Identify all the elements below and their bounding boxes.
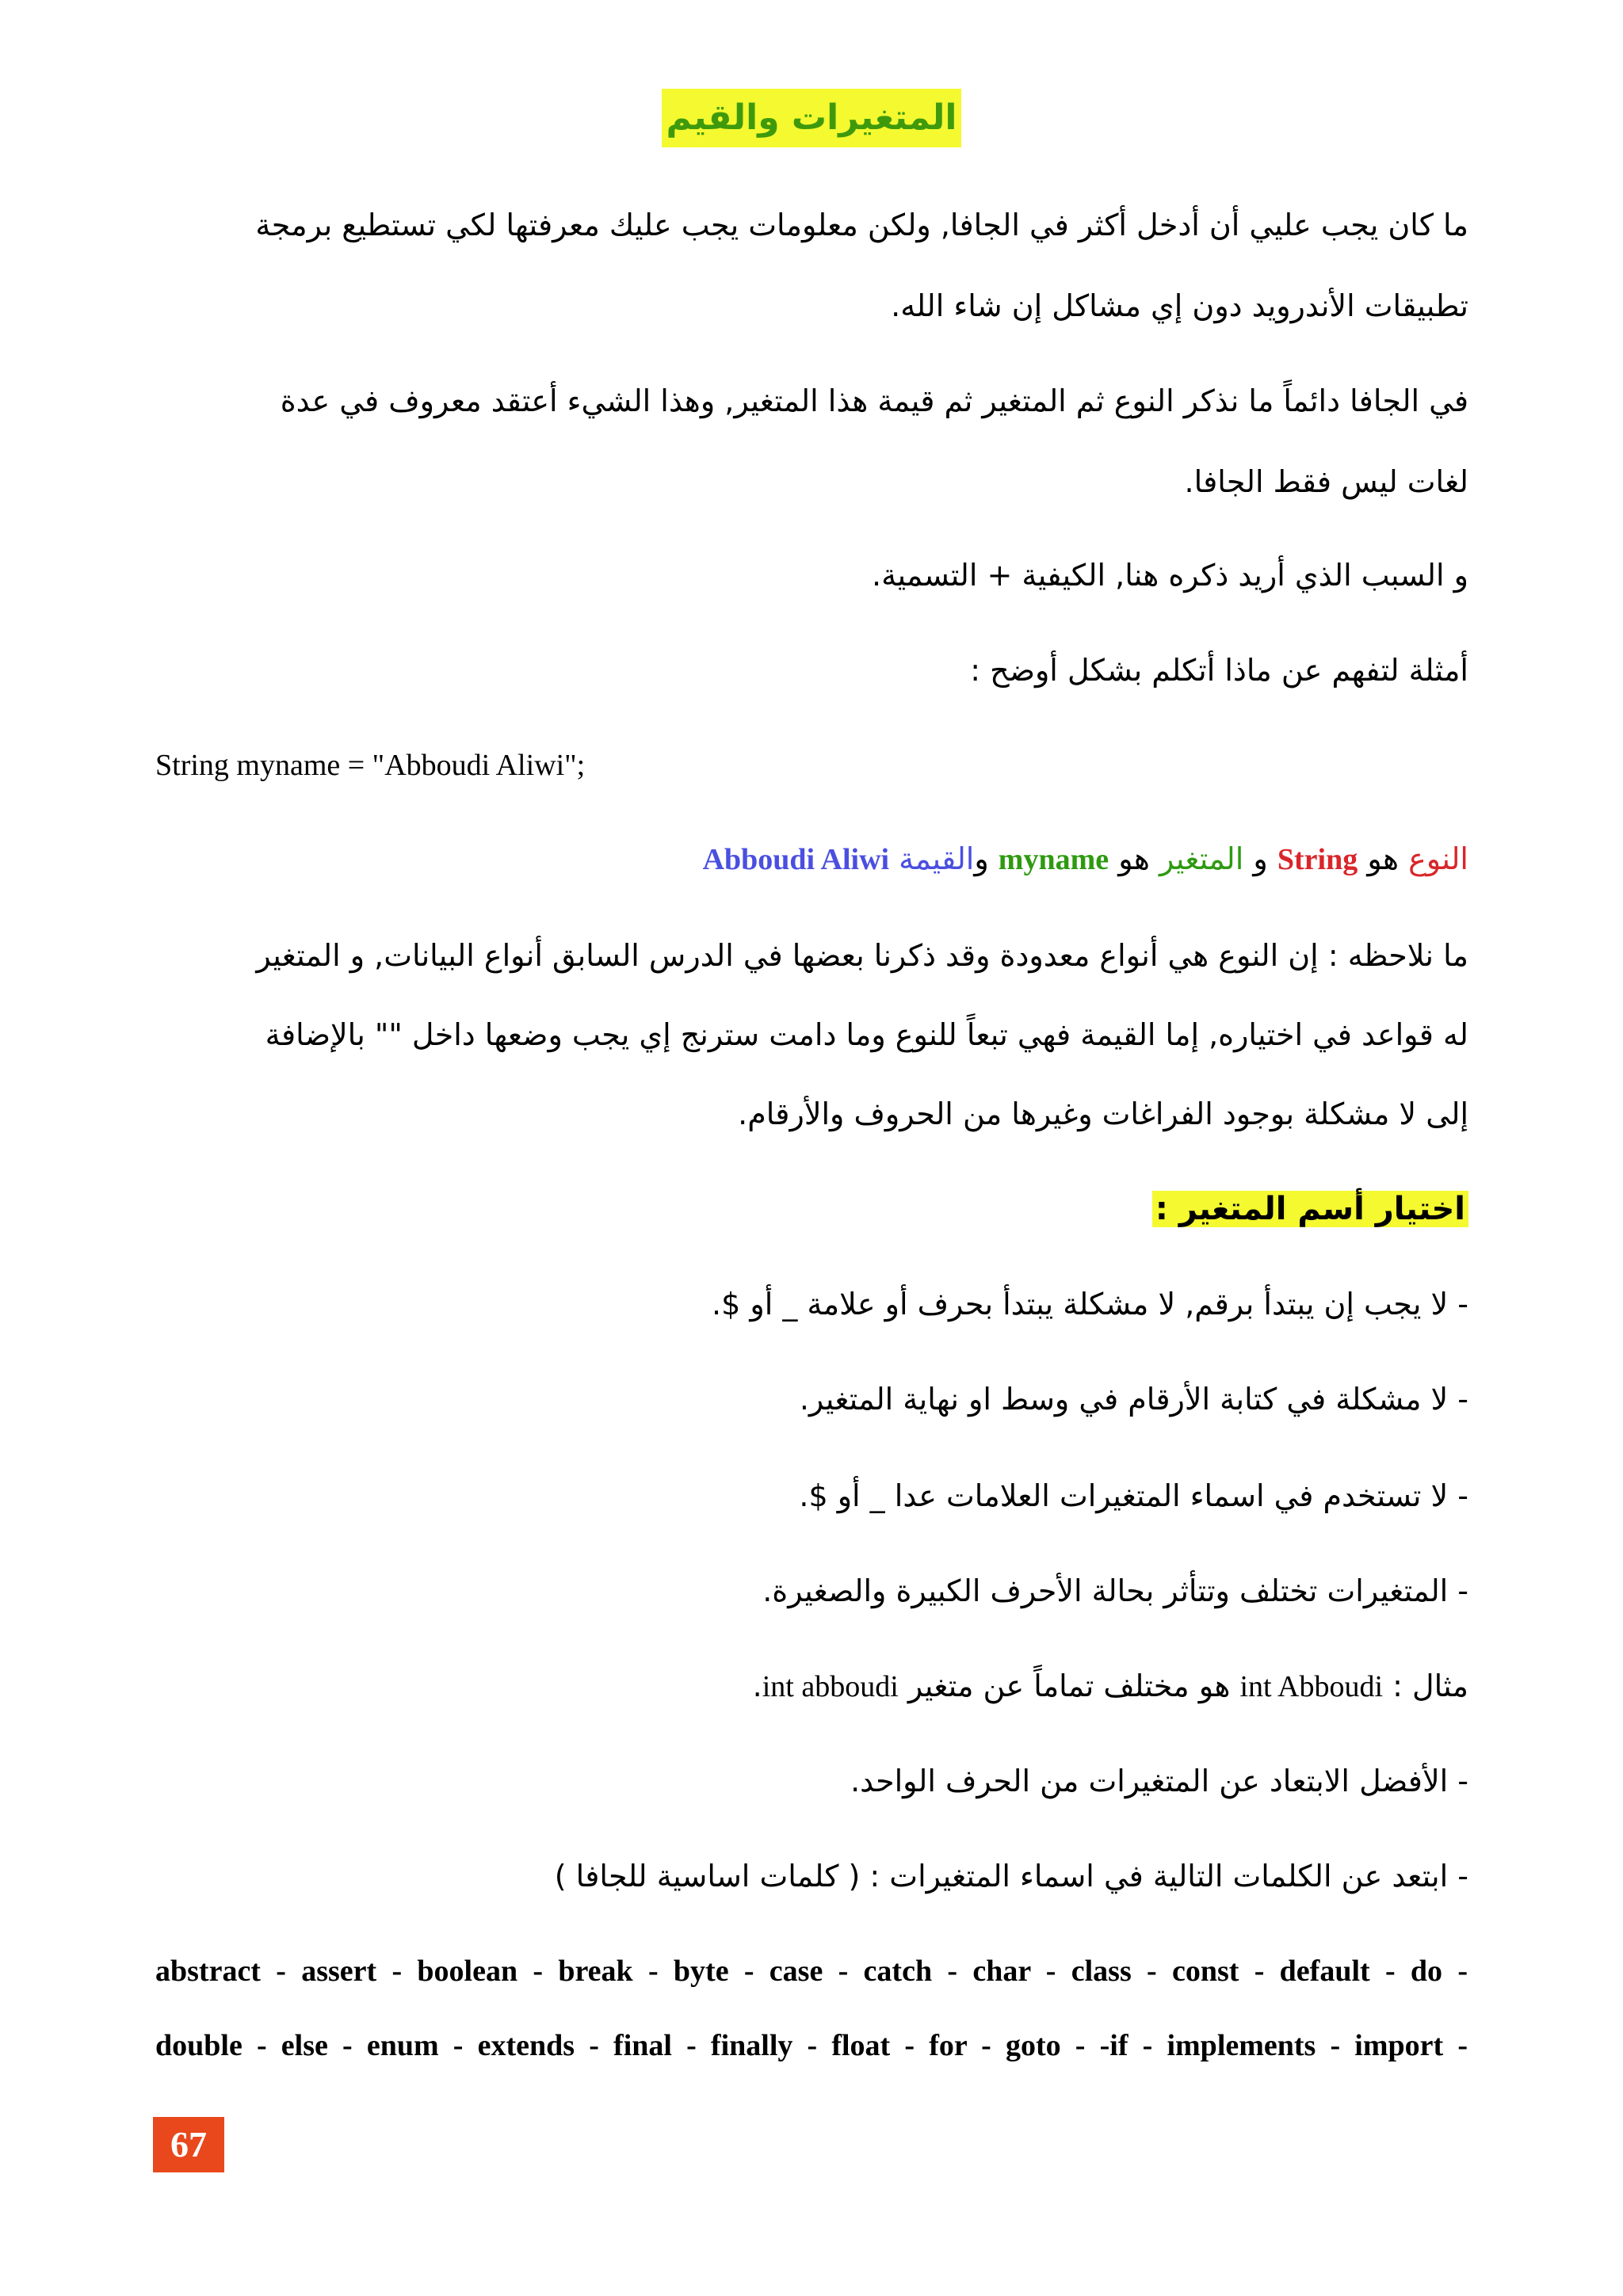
example-label: مثال : [1392, 1669, 1468, 1703]
breakdown-line [153, 838, 1468, 880]
note-line-3: إلى لا مشكلة بوجود الفراغات وغيرها من الحروف والأرقام. [738, 1097, 1468, 1131]
type-value: String [1277, 843, 1358, 876]
example-line [153, 1665, 1468, 1707]
var-value: myname [998, 843, 1109, 876]
section-heading: اختيار أسم المتغير : [1152, 1191, 1468, 1227]
section-heading-line [153, 1188, 1468, 1230]
rule-3: - لا تستخدم في اسماء المتغيرات العلامات عدا _ أو $. [799, 1478, 1468, 1513]
java-note-line-1: في الجافا دائماً ما نذكر النوع ثم المتغير ثم قيمة هذا المتغير, وهذا الشيء أعتقد معروف في عدة [280, 383, 1468, 418]
type-word: النوع [1408, 841, 1468, 876]
intro-line-2: تطبيقات الأندرويد دون إي مشاكل إن شاء الله. [891, 288, 1468, 323]
is-word-1: هو [1367, 841, 1399, 876]
page-number: 67 [153, 2117, 224, 2172]
title-container [0, 89, 1623, 147]
page-title: المتغيرات والقيم [662, 89, 962, 147]
var-word: المتغير [1159, 841, 1244, 876]
example-code-2: int abboudi [762, 1670, 899, 1703]
example-end: . [752, 1669, 762, 1703]
and-word-1: و [1253, 841, 1268, 876]
rule-2: - لا مشكلة في كتابة الأرقام في وسط او نهاية المتغير. [799, 1382, 1468, 1417]
note-line-1: ما نلاحظه : إن النوع هي أنواع معدودة وقد ذكرنا بعضها في الدرس السابق أنواع البيانات, و المتغير [256, 938, 1468, 973]
examples-intro: أمثلة لتفهم عن ماذا أتكلم بشكل أوضح : [970, 653, 1468, 688]
java-note-line-2: لغات ليس فقط الجافا. [1184, 464, 1468, 499]
keywords-line-2: double - else - enum - extends - final - finally - float - for - goto - -if - implements - import - [155, 2029, 1468, 2062]
intro-line-1: ما كان يجب عليي أن أدخل أكثر في الجافا, ولكن معلومات يجب عليك معرفتها لكي تستطيع برمجة [255, 208, 1468, 242]
and-word-2: و [974, 841, 989, 876]
rule-4: - المتغيرات تختلف وتتأثر بحالة الأحرف الكبيرة والصغيرة. [762, 1573, 1468, 1608]
example-middle: هو مختلف تماماً عن متغير [907, 1669, 1231, 1703]
rule-single-letter: - الأفضل الابتعاد عن المتغيرات من الحرف الواحد. [850, 1764, 1468, 1798]
keywords-line-1: abstract - assert - boolean - break - byte - case - catch - char - class - const - default - do - [155, 1955, 1468, 1988]
is-word-2: هو [1118, 841, 1150, 876]
value-value: Abboudi Aliwi [702, 843, 890, 876]
reason-line: و السبب الذي أريد ذكره هنا, الكيفية + التسمية. [872, 558, 1468, 593]
example-code-1: int Abboudi [1239, 1670, 1384, 1703]
rule-1: - لا يجب إن يبتدأ برقم, لا مشكلة يبتدأ بحرف أو علامة _ أو $. [712, 1287, 1468, 1322]
rule-keywords: - ابتعد عن الكلمات التالية في اسماء المتغيرات : ( كلمات اساسية للجافا ) [554, 1859, 1468, 1894]
code-example: String myname = "Abboudi Aliwi"; [155, 749, 586, 782]
note-line-2: له قواعد في اختياره, إما القيمة فهي تبعاً للنوع وما دامت سترنج إي يجب وضعها داخل "" بالإضافة [265, 1017, 1468, 1052]
value-word: القيمة [899, 841, 975, 876]
